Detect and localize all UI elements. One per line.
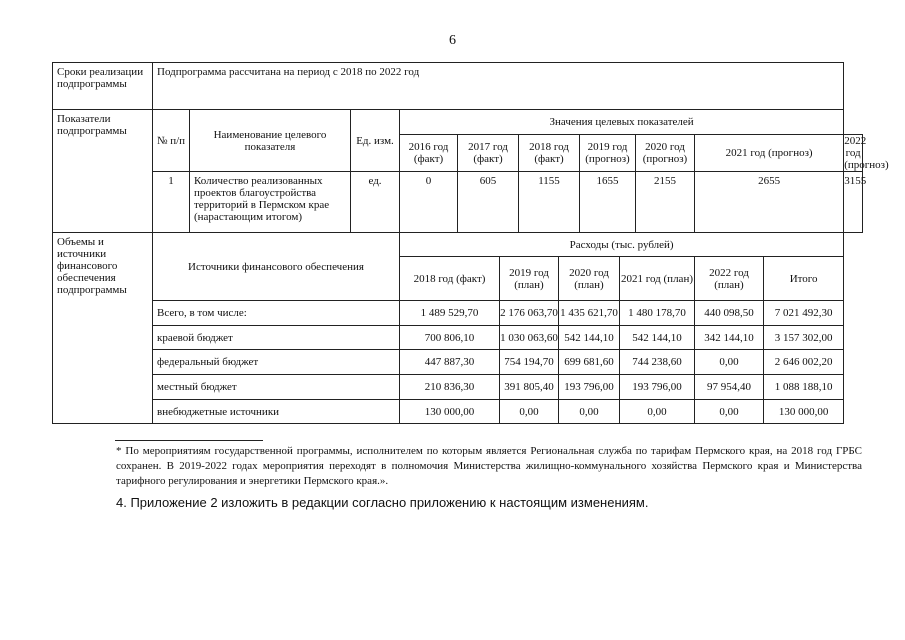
- finance-row: [53, 400, 863, 424]
- col-num-header: № п/п: [153, 110, 190, 172]
- indicator-year: 2022 год (прогноз): [844, 135, 889, 171]
- col-unit-header: Ед. изм.: [351, 110, 400, 172]
- indicators-label: Показатели подпрограммы: [53, 110, 153, 233]
- footnote-text: * По мероприятиям государственной программы, исполнителем по которым является Региональная служба по тарифам Пермского края, на 2018 год ГРБС сохранен. В 2019-2022 годах мероприятия переходят в полномочия Министерства жилищно-коммунального хозяйства Пермского края и Министерства тарифного регулирования и энергетики Пермского края.».: [116, 445, 862, 487]
- indicator-year: 2017 год (факт): [458, 135, 519, 172]
- footnote: [116, 444, 862, 489]
- finance-year: 2018 год (факт): [400, 257, 500, 301]
- period-label: Сроки реализации подпрограммы: [53, 63, 153, 110]
- finance-row: [53, 350, 863, 375]
- indicator-row: [53, 172, 863, 233]
- finance-value: 342 144,10: [695, 326, 764, 350]
- item-4-paragraph: 4. Приложение 2 изложить в редакции согласно приложению к настоящим изменениям.: [116, 495, 649, 510]
- col-name-header: Наименование целевого показателя: [190, 110, 351, 172]
- finance-value: 1 435 621,70: [559, 301, 620, 326]
- finance-row: [53, 375, 863, 400]
- finance-year: 2021 год (план): [620, 257, 695, 301]
- footnote-divider: [115, 440, 263, 441]
- finance-year: 2019 год (план): [500, 257, 559, 301]
- indicator-value: 0: [400, 172, 458, 233]
- finance-total-header: Итого: [764, 257, 844, 301]
- indicator-value: 605: [458, 172, 519, 233]
- indicator-num: 1: [153, 172, 190, 233]
- finance-value: 210 836,30: [400, 375, 500, 400]
- indicator-value: 2155: [636, 172, 695, 233]
- finance-source-name: местный бюджет: [153, 375, 400, 400]
- finance-value: 440 098,50: [695, 301, 764, 326]
- finance-value: 1 088 188,10: [764, 375, 844, 400]
- sources-header: Источники финансового обеспечения: [153, 233, 400, 301]
- finance-value: 7 021 492,30: [764, 301, 844, 326]
- finance-value: 193 796,00: [620, 375, 695, 400]
- finance-value: 130 000,00: [400, 400, 500, 424]
- indicator-name: Количество реализованных проектов благоустройства территорий в Пермском крае (нарастающим итогом): [190, 172, 351, 233]
- indicator-value: 3155: [844, 172, 863, 233]
- finance-source-name: федеральный бюджет: [153, 350, 400, 375]
- finance-value: 0,00: [695, 350, 764, 375]
- indicator-year: 2021 год (прогноз): [695, 135, 844, 172]
- finance-row: [53, 326, 863, 350]
- values-header: Значения целевых показателей: [400, 110, 844, 135]
- finance-source-name: Всего, в том числе:: [153, 301, 400, 326]
- indicator-value: 2655: [695, 172, 844, 233]
- period-text: Подпрограмма рассчитана на период с 2018 по 2022 год: [153, 63, 844, 110]
- finance-year: 2022 год (план): [695, 257, 764, 301]
- page-number: 6: [449, 33, 456, 48]
- finance-value: 744 238,60: [620, 350, 695, 375]
- finance-source-name: внебюджетные источники: [153, 400, 400, 424]
- finance-value: 0,00: [620, 400, 695, 424]
- finance-value: 0,00: [695, 400, 764, 424]
- finance-value: 2 646 002,20: [764, 350, 844, 375]
- indicator-value: 1155: [519, 172, 580, 233]
- indicator-year: 2016 год (факт): [400, 135, 458, 172]
- finance-value: 542 144,10: [559, 326, 620, 350]
- subprogram-passport-table: [52, 62, 889, 424]
- finance-label: Объемы и источники финансового обеспечения подпрограммы: [53, 233, 153, 424]
- indicator-year: 2018 год (факт): [519, 135, 580, 172]
- finance-header-row: [53, 233, 863, 257]
- finance-value: 0,00: [559, 400, 620, 424]
- finance-value: 130 000,00: [764, 400, 844, 424]
- finance-value: 1 489 529,70: [400, 301, 500, 326]
- period-row: [53, 63, 863, 110]
- finance-value: 391 805,40: [500, 375, 559, 400]
- finance-value: 754 194,70: [500, 350, 559, 375]
- finance-value: 447 887,30: [400, 350, 500, 375]
- finance-value: 1 030 063,60: [500, 326, 559, 350]
- indicator-value: 1655: [580, 172, 636, 233]
- finance-value: 0,00: [500, 400, 559, 424]
- finance-value: 700 806,10: [400, 326, 500, 350]
- finance-row: [53, 301, 863, 326]
- finance-value: 97 954,40: [695, 375, 764, 400]
- indicator-unit: ед.: [351, 172, 400, 233]
- finance-source-name: краевой бюджет: [153, 326, 400, 350]
- finance-value: 193 796,00: [559, 375, 620, 400]
- indicators-header-row: [53, 110, 863, 135]
- finance-value: 699 681,60: [559, 350, 620, 375]
- finance-value: 2 176 063,70: [500, 301, 559, 326]
- indicator-year: 2019 год (прогноз): [580, 135, 636, 172]
- finance-year: 2020 год (план): [559, 257, 620, 301]
- finance-value: 542 144,10: [620, 326, 695, 350]
- finance-value: 1 480 178,70: [620, 301, 695, 326]
- finance-value: 3 157 302,00: [764, 326, 844, 350]
- indicator-year: 2020 год (прогноз): [636, 135, 695, 172]
- expenses-header: Расходы (тыс. рублей): [400, 233, 844, 257]
